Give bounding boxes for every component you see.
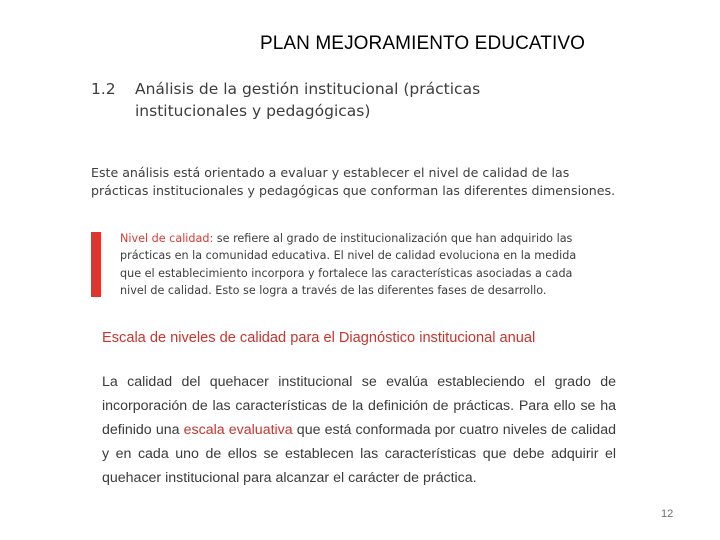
page-number: 12 xyxy=(661,508,674,520)
scale-paragraph xyxy=(102,370,616,490)
callout-definition xyxy=(120,230,596,300)
callout-accent-bar xyxy=(91,232,101,297)
intro-paragraph: Este análisis está orientado a evaluar y establecer el nivel de calidad de las prácticas institucionales y pedagógicas que conforman las diferentes dimensiones. xyxy=(91,165,616,198)
scale-body-before: La calidad del quehacer institucional se evalúa estableciendo el grado de incorporación de las características de la definición de prácticas. Para ello se ha definido una xyxy=(102,374,616,438)
scale-highlight-term: escala evaluativa xyxy=(183,422,293,438)
section-heading xyxy=(91,78,561,122)
callout-term: Nivel de calidad: xyxy=(120,232,214,245)
scale-body-after: que está conformada por cuatro niveles de calidad y en cada uno de ellos se establecen las características que debe adquirir el quehacer institucional para alcanzar el carácter de práctica. xyxy=(102,422,616,486)
section-title-line2: institucionales y pedagógicas) xyxy=(135,102,371,120)
section-number: 1.2 xyxy=(91,80,116,98)
page-title: PLAN MEJORAMIENTO EDUCATIVO xyxy=(259,33,586,54)
scale-heading: Escala de niveles de calidad para el Diagnóstico institucional anual xyxy=(102,330,536,346)
callout-body: se refiere al grado de institucionalización que han adquirido las prácticas en la comunidad educativa. El nivel de calidad evoluciona en la medida que el establecimiento incorpora y fortalece las características asociadas a cada nivel de calidad. Esto se logra a través de las diferentes fases de desarrollo. xyxy=(120,232,577,298)
section-title-line1: Análisis de la gestión institucional (prácticas xyxy=(135,80,481,98)
